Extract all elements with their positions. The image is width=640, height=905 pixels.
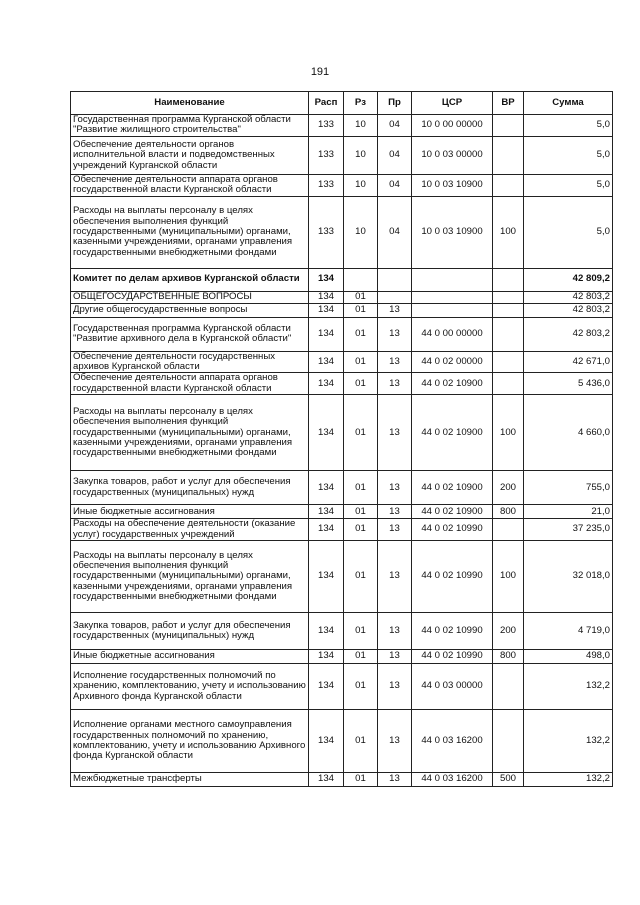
cell-sum: 42 803,2: [524, 291, 613, 303]
cell-vr: 200: [493, 613, 524, 650]
cell-vr: 100: [493, 541, 524, 613]
cell-vr: [493, 115, 524, 137]
cell-csr: 44 0 03 16200: [412, 710, 493, 773]
table-body: [71, 115, 613, 787]
table-row: [71, 471, 613, 505]
cell-pr: 13: [378, 471, 412, 505]
cell-rz: 10: [344, 174, 378, 196]
page-number: 191: [310, 66, 330, 78]
cell-sum: 132,2: [524, 664, 613, 710]
cell-sum: 21,0: [524, 505, 613, 519]
cell-pr: 13: [378, 541, 412, 613]
cell-name: Государственная программа Курганской области "Развитие жилищного строительства": [71, 115, 309, 137]
cell-name: Иные бюджетные ассигнования: [71, 650, 309, 664]
cell-csr: [412, 291, 493, 303]
cell-csr: 44 0 03 16200: [412, 773, 493, 787]
cell-name: Обеспечение деятельности аппарата органов государственной власти Курганской области: [71, 373, 309, 395]
cell-name: Исполнение органами местного самоуправления государственных полномочий по хранению, комплектованию, учету и использованию Архивного фонда Курганской области: [71, 710, 309, 773]
cell-vr: [493, 174, 524, 196]
cell-csr: 44 0 02 10990: [412, 613, 493, 650]
cell-name: ОБЩЕГОСУДАРСТВЕННЫЕ ВОПРОСЫ: [71, 291, 309, 303]
cell-vr: [493, 519, 524, 541]
cell-name: Обеспечение деятельности государственных архивов Курганской области: [71, 351, 309, 373]
table-row: [71, 136, 613, 174]
cell-rasp: 134: [309, 268, 344, 291]
cell-sum: 5,0: [524, 196, 613, 268]
cell-pr: 04: [378, 196, 412, 268]
cell-pr: 13: [378, 664, 412, 710]
cell-vr: 100: [493, 395, 524, 471]
cell-rz: 01: [344, 650, 378, 664]
cell-vr: 800: [493, 505, 524, 519]
table-row: [71, 650, 613, 664]
cell-rasp: 133: [309, 174, 344, 196]
cell-pr: 13: [378, 650, 412, 664]
table-row: [71, 317, 613, 351]
cell-name: Закупка товаров, работ и услуг для обеспечения государственных (муниципальных) нужд: [71, 613, 309, 650]
cell-pr: 04: [378, 136, 412, 174]
table-row: [71, 291, 613, 303]
cell-pr: 13: [378, 519, 412, 541]
cell-vr: [493, 664, 524, 710]
cell-csr: 10 0 03 10900: [412, 174, 493, 196]
cell-rasp: 134: [309, 291, 344, 303]
cell-rz: 10: [344, 196, 378, 268]
cell-rasp: 133: [309, 115, 344, 137]
cell-rz: 01: [344, 519, 378, 541]
cell-vr: [493, 317, 524, 351]
cell-rasp: 133: [309, 196, 344, 268]
table-row: [71, 196, 613, 268]
cell-sum: 42 803,2: [524, 303, 613, 317]
table-row: [71, 268, 613, 291]
cell-name: Межбюджетные трансферты: [71, 773, 309, 787]
cell-sum: 132,2: [524, 710, 613, 773]
cell-csr: [412, 268, 493, 291]
cell-sum: 755,0: [524, 471, 613, 505]
table-header-row: [71, 92, 613, 115]
cell-rz: 01: [344, 373, 378, 395]
cell-rasp: 134: [309, 471, 344, 505]
cell-csr: 44 0 02 10900: [412, 505, 493, 519]
table-row: [71, 373, 613, 395]
cell-rz: 01: [344, 317, 378, 351]
cell-rasp: 134: [309, 373, 344, 395]
cell-rz: 01: [344, 291, 378, 303]
cell-csr: 10 0 03 10900: [412, 196, 493, 268]
cell-rz: [344, 268, 378, 291]
cell-pr: 13: [378, 613, 412, 650]
cell-csr: 10 0 03 00000: [412, 136, 493, 174]
cell-name: Иные бюджетные ассигнования: [71, 505, 309, 519]
cell-rz: 01: [344, 303, 378, 317]
cell-rasp: 134: [309, 773, 344, 787]
cell-sum: 42 671,0: [524, 351, 613, 373]
cell-sum: 498,0: [524, 650, 613, 664]
cell-vr: [493, 268, 524, 291]
cell-name: Обеспечение деятельности аппарата органов государственной власти Курганской области: [71, 174, 309, 196]
cell-rasp: 134: [309, 395, 344, 471]
cell-vr: [493, 303, 524, 317]
cell-rasp: 134: [309, 303, 344, 317]
cell-sum: 42 809,2: [524, 268, 613, 291]
cell-pr: [378, 268, 412, 291]
cell-sum: 5,0: [524, 136, 613, 174]
cell-vr: [493, 136, 524, 174]
column-header-sum: Сумма: [524, 92, 613, 115]
table-row: [71, 115, 613, 137]
table-row: [71, 505, 613, 519]
cell-rasp: 134: [309, 650, 344, 664]
cell-rz: 01: [344, 773, 378, 787]
cell-csr: 44 0 02 10990: [412, 519, 493, 541]
cell-name: Закупка товаров, работ и услуг для обеспечения государственных (муниципальных) нужд: [71, 471, 309, 505]
cell-rz: 01: [344, 613, 378, 650]
cell-name: Другие общегосударственные вопросы: [71, 303, 309, 317]
cell-sum: 4 660,0: [524, 395, 613, 471]
cell-rasp: 134: [309, 613, 344, 650]
table-row: [71, 174, 613, 196]
column-header-rasp: Расп: [309, 92, 344, 115]
column-header-pr: Пр: [378, 92, 412, 115]
cell-csr: 44 0 02 10900: [412, 471, 493, 505]
cell-rasp: 134: [309, 519, 344, 541]
cell-csr: 44 0 02 10900: [412, 373, 493, 395]
cell-name: Исполнение государственных полномочий по хранению, комплектованию, учету и использованию Архивного фонда Курганской области: [71, 664, 309, 710]
column-header-rz: Рз: [344, 92, 378, 115]
cell-name: Государственная программа Курганской области "Развитие архивного дела в Курганской области": [71, 317, 309, 351]
cell-rasp: 133: [309, 136, 344, 174]
cell-vr: 800: [493, 650, 524, 664]
table-row: [71, 773, 613, 787]
cell-name: Расходы на выплаты персоналу в целях обеспечения выполнения функций государственными (муниципальными) органами, казенными учреждениями, органами управления государственными внебюджетными фондами: [71, 541, 309, 613]
cell-vr: [493, 710, 524, 773]
table-row: [71, 541, 613, 613]
cell-csr: 44 0 02 10900: [412, 395, 493, 471]
cell-sum: 42 803,2: [524, 317, 613, 351]
cell-vr: 200: [493, 471, 524, 505]
cell-sum: 32 018,0: [524, 541, 613, 613]
cell-sum: 5,0: [524, 115, 613, 137]
cell-pr: [378, 291, 412, 303]
table-row: [71, 710, 613, 773]
cell-pr: 13: [378, 351, 412, 373]
column-header-csr: ЦСР: [412, 92, 493, 115]
cell-name: Комитет по делам архивов Курганской области: [71, 268, 309, 291]
cell-csr: 44 0 03 00000: [412, 664, 493, 710]
cell-pr: 13: [378, 373, 412, 395]
cell-rz: 01: [344, 710, 378, 773]
cell-csr: 44 0 00 00000: [412, 317, 493, 351]
cell-sum: 5 436,0: [524, 373, 613, 395]
cell-rasp: 134: [309, 351, 344, 373]
table-row: [71, 613, 613, 650]
cell-sum: 4 719,0: [524, 613, 613, 650]
column-header-name: Наименование: [71, 92, 309, 115]
cell-sum: 132,2: [524, 773, 613, 787]
cell-rz: 10: [344, 136, 378, 174]
cell-pr: 13: [378, 710, 412, 773]
budget-table: [70, 91, 613, 787]
cell-pr: 13: [378, 303, 412, 317]
cell-rasp: 134: [309, 710, 344, 773]
cell-rasp: 134: [309, 505, 344, 519]
cell-vr: [493, 351, 524, 373]
cell-pr: 04: [378, 115, 412, 137]
cell-csr: 44 0 02 10990: [412, 541, 493, 613]
cell-rz: 01: [344, 471, 378, 505]
table-row: [71, 519, 613, 541]
cell-name: Расходы на выплаты персоналу в целях обеспечения выполнения функций государственными (муниципальными) органами, казенными учреждениями, органами управления государственными внебюджетными фондами: [71, 395, 309, 471]
cell-rz: 01: [344, 395, 378, 471]
table-row: [71, 395, 613, 471]
table-row: [71, 351, 613, 373]
cell-rasp: 134: [309, 664, 344, 710]
cell-csr: [412, 303, 493, 317]
cell-rz: 01: [344, 505, 378, 519]
cell-pr: 13: [378, 317, 412, 351]
cell-vr: [493, 291, 524, 303]
cell-pr: 13: [378, 505, 412, 519]
cell-rz: 10: [344, 115, 378, 137]
cell-sum: 37 235,0: [524, 519, 613, 541]
cell-csr: 10 0 00 00000: [412, 115, 493, 137]
cell-pr: 13: [378, 395, 412, 471]
table-row: [71, 664, 613, 710]
cell-name: Обеспечение деятельности органов исполнительной власти и подведомственных учреждений Курганской области: [71, 136, 309, 174]
column-header-vr: ВР: [493, 92, 524, 115]
cell-name: Расходы на обеспечение деятельности (оказание услуг) государственных учреждений: [71, 519, 309, 541]
cell-rz: 01: [344, 541, 378, 613]
cell-sum: 5,0: [524, 174, 613, 196]
cell-name: Расходы на выплаты персоналу в целях обеспечения выполнения функций государственными (муниципальными) органами, казенными учреждениями, органами управления государственными внебюджетными фондами: [71, 196, 309, 268]
cell-rasp: 134: [309, 317, 344, 351]
cell-pr: 04: [378, 174, 412, 196]
cell-pr: 13: [378, 773, 412, 787]
cell-vr: 100: [493, 196, 524, 268]
cell-vr: 500: [493, 773, 524, 787]
cell-csr: 44 0 02 10990: [412, 650, 493, 664]
cell-rasp: 134: [309, 541, 344, 613]
cell-vr: [493, 373, 524, 395]
cell-csr: 44 0 02 00000: [412, 351, 493, 373]
cell-rz: 01: [344, 664, 378, 710]
table-row: [71, 303, 613, 317]
cell-rz: 01: [344, 351, 378, 373]
